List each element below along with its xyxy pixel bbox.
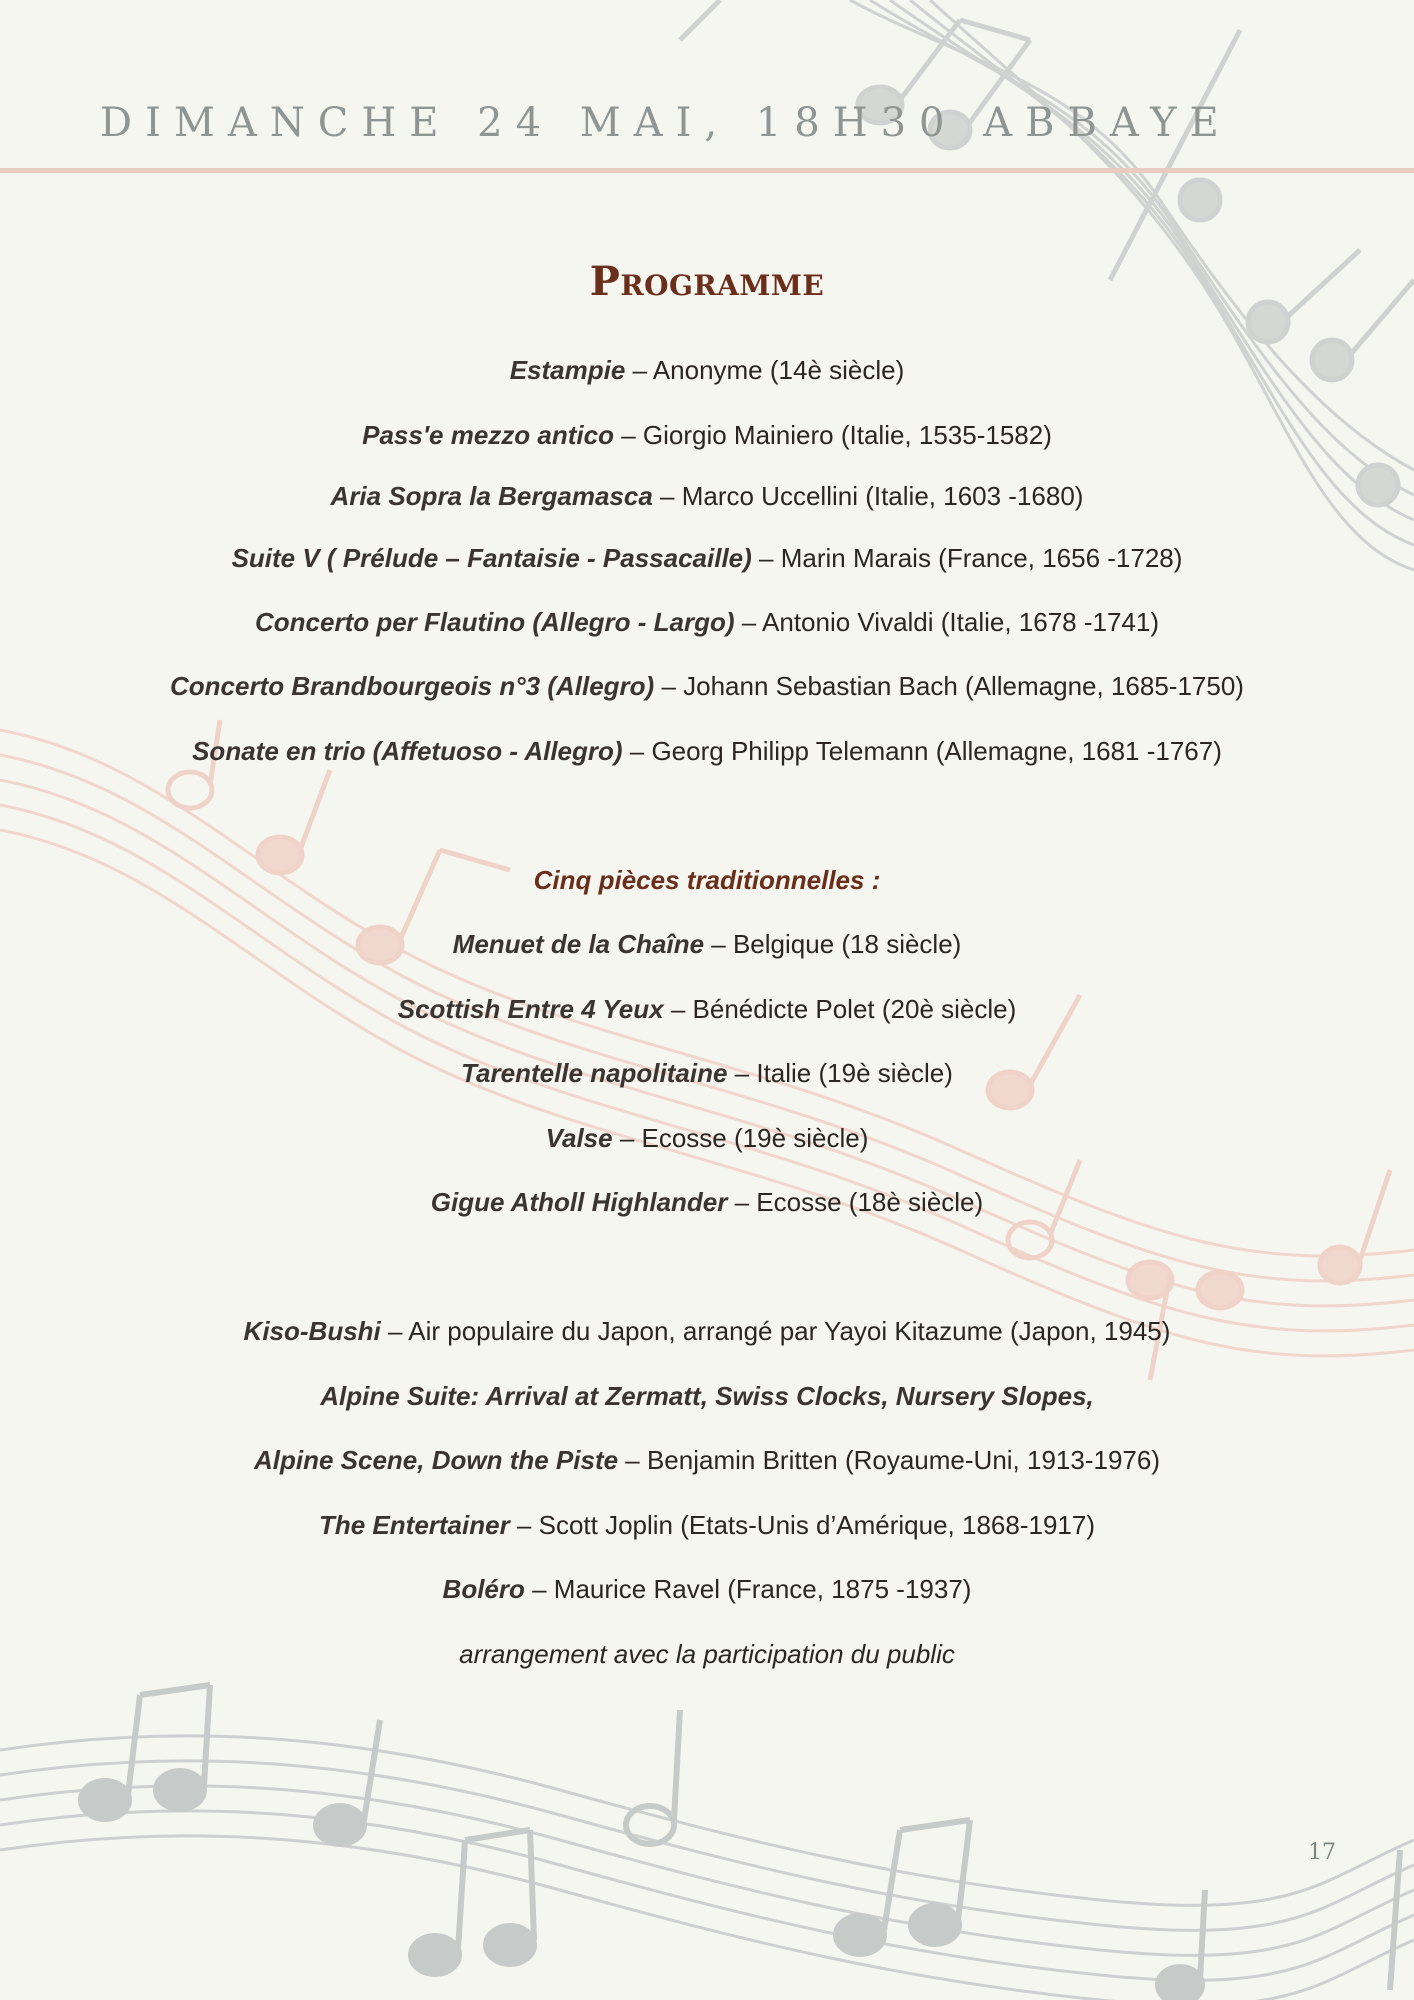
work-detail: – Air populaire du Japon, arrangé par Yayoi Kitazume (Japon, 1945) (380, 1316, 1171, 1346)
work-title: Alpine Suite: Arrival at Zermatt, Swiss Clocks, Nursery Slopes, (320, 1381, 1094, 1411)
work-detail: – Ecosse (19è siècle) (612, 1123, 869, 1153)
program-line (0, 1120, 1414, 1156)
closing-note-line (0, 1636, 1414, 1672)
work-title: Kiso-Bushi (243, 1316, 381, 1346)
work-title: Sonate en trio (Affetuoso - Allegro) (192, 736, 623, 766)
work-title: Suite V ( Prélude – Fantaisie - Passacaille) (231, 543, 752, 573)
program-line (0, 733, 1414, 769)
section-heading-traditional (0, 862, 1414, 898)
closing-note: arrangement avec la participation du public (459, 1639, 955, 1669)
work-title: Pass'e mezzo antico (362, 420, 614, 450)
work-detail: – Marin Marais (France, 1656 -1728) (751, 543, 1183, 573)
program-line (0, 991, 1414, 1027)
work-title: The Entertainer (318, 1510, 510, 1540)
program-line (0, 540, 1414, 576)
header-title: DIMANCHE 24 MAI, 18H30 ABBAYE (100, 100, 1232, 146)
program-line (0, 1571, 1414, 1607)
work-title: Estampie (509, 355, 626, 385)
work-title: Scottish Entre 4 Yeux (397, 994, 664, 1024)
programme-title: Programme (589, 258, 825, 305)
work-detail: – Italie (19è siècle) (727, 1058, 953, 1088)
work-detail: – Johann Sebastian Bach (Allemagne, 1685-1750) (654, 671, 1244, 701)
program-line (0, 1507, 1414, 1543)
work-title: Aria Sopra la Bergamasca (330, 481, 653, 511)
program-line (0, 1055, 1414, 1091)
program-line (0, 417, 1414, 453)
program-line (0, 604, 1414, 640)
work-detail: – Scott Joplin (Etats-Unis d’Amérique, 1868-1917) (509, 1510, 1095, 1540)
program-line (0, 1313, 1414, 1349)
work-detail: – Benjamin Britten (Royaume-Uni, 1913-1976) (618, 1445, 1160, 1475)
work-title: Boléro (442, 1574, 525, 1604)
header-divider (0, 168, 1414, 173)
work-title: Tarentelle napolitaine (461, 1058, 728, 1088)
work-detail: – Marco Uccellini (Italie, 1603 -1680) (652, 481, 1084, 511)
work-title: Menuet de la Chaîne (452, 929, 705, 959)
program-line (0, 1378, 1414, 1414)
program-line (0, 1442, 1414, 1478)
work-detail: – Bénédicte Polet (20è siècle) (663, 994, 1017, 1024)
page-number: 17 (1308, 1840, 1336, 1865)
work-title: Concerto per Flautino (Allegro - Largo) (254, 607, 735, 637)
work-title: Valse (545, 1123, 613, 1153)
work-detail: – Antonio Vivaldi (Italie, 1678 -1741) (734, 607, 1160, 637)
program-line (0, 1184, 1414, 1220)
work-detail: – Belgique (18 siècle) (704, 929, 962, 959)
work-detail: – Ecosse (18è siècle) (727, 1187, 984, 1217)
work-detail: – Georg Philipp Telemann (Allemagne, 1681 -1767) (622, 736, 1222, 766)
work-title: Concerto Brandbourgeois n°3 (Allegro) (170, 671, 655, 701)
work-title: Alpine Scene, Down the Piste (253, 1445, 619, 1475)
program-line (0, 478, 1414, 514)
program-line (0, 926, 1414, 962)
work-title: Gigue Atholl Highlander (430, 1187, 728, 1217)
program-line (0, 668, 1414, 704)
work-detail: – Giorgio Mainiero (Italie, 1535-1582) (613, 420, 1052, 450)
work-detail: – Anonyme (14è siècle) (625, 355, 905, 385)
program-line (0, 352, 1414, 388)
section-label: Cinq pièces traditionnelles : (533, 865, 881, 895)
work-detail: – Maurice Ravel (France, 1875 -1937) (524, 1574, 972, 1604)
